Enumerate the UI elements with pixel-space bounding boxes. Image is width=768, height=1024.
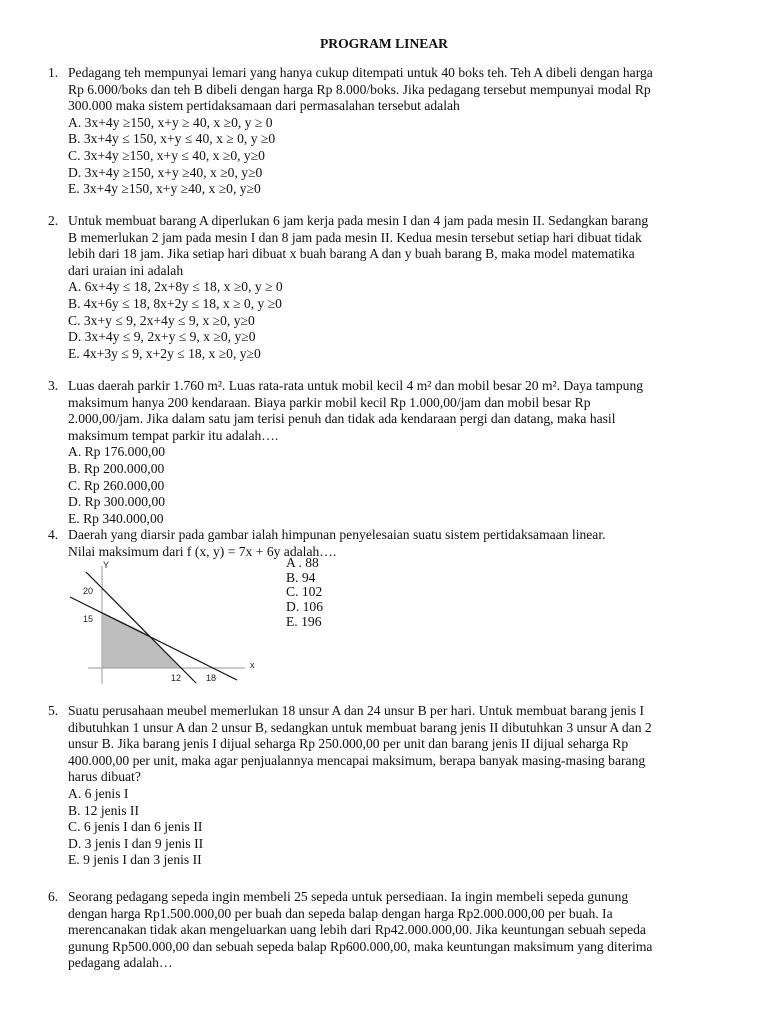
question-number: 5. xyxy=(48,703,59,718)
question-text-line: Daerah yang diarsir pada gambar ialah himpunan penyelesaian suatu sistem pertidaksamaan linear. xyxy=(68,527,606,542)
option: D. 3x+4y ≥150, x+y ≥40, x ≥0, y≥0 xyxy=(68,164,263,180)
question-text-line: harus dibuat? xyxy=(68,769,141,785)
question-text-line: dibutuhkan 1 unsur A dan 2 unsur B, sedangkan untuk membuat barang jenis II dibutuhkan 3 unsur A dan 2 xyxy=(68,719,652,735)
question-text-line: lebih dari 18 jam. Jika setiap hari dibuat x buah barang A dan y buah barang B, maka model matematika xyxy=(68,246,635,262)
y-tick: 20 xyxy=(83,586,94,596)
question-text-line: Seorang pedagang sepeda ingin membeli 25 sepeda untuk persediaan. Ia ingin membeli sepeda gunung xyxy=(68,889,629,904)
question-text-line: Nilai maksimum dari f (x, y) = 7x + 6y adalah…. xyxy=(68,543,337,559)
question-body xyxy=(68,378,738,527)
option: A. 3x+4y ≥150, x+y ≥ 40, x ≥0, y ≥ 0 xyxy=(68,114,273,130)
question-text-line: pedagang adalah… xyxy=(68,955,173,971)
option: C. 102 xyxy=(286,584,323,600)
y-axis-label: Y xyxy=(103,560,110,570)
question-body xyxy=(68,889,738,972)
x-tick: 18 xyxy=(206,673,217,683)
question-text-line: 400.000,00 per unit, maka agar penjualannya mencapai maksimum, berapa banyak masing-masing barang xyxy=(68,752,646,768)
question-text-line: gunung Rp500.000,00 dan sebuah sepeda balap Rp600.000,00, maka keuntungan maksimum yang diterima xyxy=(68,938,653,954)
question-1 xyxy=(48,65,738,198)
option: B. Rp 200.000,00 xyxy=(68,460,165,476)
option: A. 6 jenis I xyxy=(68,785,129,801)
question-text-line: dengan harga Rp1.500.000,00 per buah dan sepeda balap dengan harga Rp2.000.000,00 per buah. Ia xyxy=(68,905,613,921)
question-text-line: Suatu perusahaan meubel memerlukan 18 unsur A dan 24 unsur B per hari. Untuk membuat barang jenis I xyxy=(68,703,645,718)
question-body xyxy=(68,213,738,362)
x-axis-label: x xyxy=(250,660,255,670)
question-body xyxy=(68,703,738,869)
question-text-line: 300.000 maka sistem pertidaksamaan dari permasalahan tersebut adalah xyxy=(68,98,460,114)
option: B. 4x+6y ≤ 18, 8x+2y ≤ 18, x ≥ 0, y ≥0 xyxy=(68,295,282,311)
option: B. 12 jenis II xyxy=(68,802,139,818)
option: A . 88 xyxy=(286,555,319,570)
option: E. 9 jenis I dan 3 jenis II xyxy=(68,852,202,868)
option: D. 3 jenis I dan 9 jenis II xyxy=(68,835,204,851)
option: D. 106 xyxy=(286,599,324,615)
option: E. 4x+3y ≤ 9, x+2y ≤ 18, x ≥0, y≥0 xyxy=(68,345,261,361)
q4-options xyxy=(286,556,323,630)
question-number: 2. xyxy=(48,213,59,228)
option: D. Rp 300.000,00 xyxy=(68,494,166,510)
feasible-region-graph xyxy=(60,556,280,691)
question-3 xyxy=(48,378,738,527)
question-text-line: Untuk membuat barang A diperlukan 6 jam kerja pada mesin I dan 4 jam pada mesin II. Sedangkan barang xyxy=(68,213,649,228)
page-title: PROGRAM LINEAR xyxy=(319,36,448,51)
option: B. 3x+4y ≤ 150, x+y ≤ 40, x ≥ 0, y ≥0 xyxy=(68,131,276,147)
option: C. 6 jenis I dan 6 jenis II xyxy=(68,819,203,835)
question-number: 3. xyxy=(48,378,59,393)
question-text-line: Luas daerah parkir 1.760 m². Luas rata-rata untuk mobil kecil 4 m² dan mobil besar 20 m². Daya tampung xyxy=(68,378,644,393)
option: A. 6x+4y ≤ 18, 2x+8y ≤ 18, x ≥0, y ≥ 0 xyxy=(68,279,283,295)
question-text-line: maksimum hanya 200 kendaraan. Biaya parkir mobil kecil Rp 1.000,00/jam dan mobil besar Rp xyxy=(68,394,591,410)
question-number: 1. xyxy=(48,65,59,80)
question-text-line: 2.000,00/jam. Jika dalam satu jam terisi penuh dan tidak ada kendaraan pergi dan datang, maka hasil xyxy=(68,411,616,427)
y-tick: 15 xyxy=(83,614,94,624)
shaded-region xyxy=(102,612,180,668)
question-number: 4. xyxy=(48,527,59,542)
option: E. 3x+4y ≥150, x+y ≥40, x ≥0, y≥0 xyxy=(68,181,261,197)
option: D. 3x+4y ≤ 9, 2x+y ≤ 9, x ≥0, y≥0 xyxy=(68,329,256,345)
option: C. 3x+y ≤ 9, 2x+4y ≤ 9, x ≥0, y≥0 xyxy=(68,312,255,328)
question-5 xyxy=(48,703,738,869)
x-tick: 12 xyxy=(171,673,182,683)
question-text-line: unsur B. Jika barang jenis I dijual seharga Rp 250.000,00 per unit dan barang jenis II dijual seharga Rp xyxy=(68,736,629,752)
question-text-line: merencanakan tidak akan mengeluarkan uang lebih dari Rp42.000.000,00. Jika keuntungan sebuah sepeda xyxy=(68,922,646,938)
question-body xyxy=(68,65,738,198)
option: C. 3x+4y ≥150, x+y ≤ 40, x ≥0, y≥0 xyxy=(68,147,265,163)
option: E. 196 xyxy=(286,613,322,629)
option: C. Rp 260.000,00 xyxy=(68,477,165,493)
question-text-line: Rp 6.000/boks dan teh B dibeli dengan harga Rp 8.000/boks. Jika pedagang tersebut mempunyai modal Rp xyxy=(68,81,651,97)
option: A. Rp 176.000,00 xyxy=(68,444,166,460)
option: B. 94 xyxy=(286,569,316,585)
question-text-line: B memerlukan 2 jam pada mesin I dan 8 jam pada mesin II. Kedua mesin tersebut setiap hari dibuat tidak xyxy=(68,229,642,245)
question-text-line: Pedagang teh mempunyai lemari yang hanya cukup ditempati untuk 40 boks teh. Teh A dibeli dengan harga xyxy=(68,65,653,80)
question-6 xyxy=(48,889,738,972)
question-number: 6. xyxy=(48,889,59,904)
question-text-line: dari uraian ini adalah xyxy=(68,262,184,278)
option: E. Rp 340.000,00 xyxy=(68,510,164,526)
question-2 xyxy=(48,213,738,362)
question-text-line: maksimum tempat parkir itu adalah…. xyxy=(68,427,279,443)
